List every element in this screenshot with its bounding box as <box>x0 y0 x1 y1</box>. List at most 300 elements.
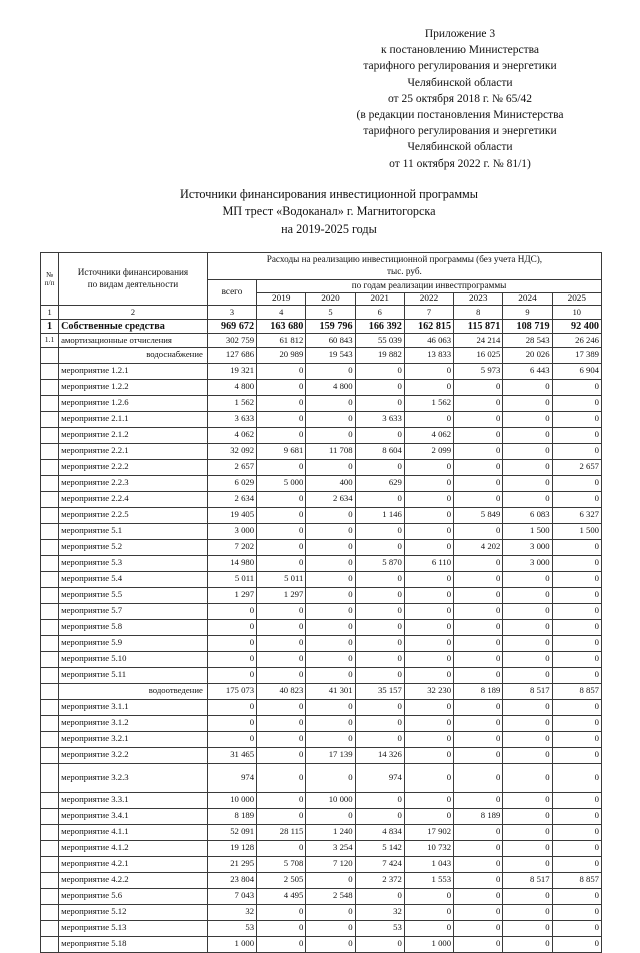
row-year-cell: 0 <box>503 715 552 731</box>
row-year-cell: 0 <box>257 731 306 747</box>
row-year-cell: 0 <box>306 427 355 443</box>
row-year-cell: 8 189 <box>454 808 503 824</box>
row-year-cell: 5 973 <box>454 363 503 379</box>
row-number-cell <box>41 824 59 840</box>
row-year-cell: 1 500 <box>503 523 552 539</box>
table-row <box>41 347 602 363</box>
row-year-cell: 0 <box>257 699 306 715</box>
row-label-cell: мероприятие 5.6 <box>59 888 208 904</box>
row-year-cell: 0 <box>306 731 355 747</box>
colnum-3: 3 <box>207 305 256 319</box>
row-year-cell: 61 812 <box>257 333 306 347</box>
row-year-cell: 0 <box>552 379 601 395</box>
row-year-cell: 0 <box>306 539 355 555</box>
row-year-cell: 0 <box>503 808 552 824</box>
table-row <box>41 395 602 411</box>
row-year-cell: 0 <box>503 936 552 952</box>
row-total-cell: 7 202 <box>207 539 256 555</box>
colnum-10: 10 <box>552 305 601 319</box>
row-total-cell: 53 <box>207 920 256 936</box>
row-year-cell: 0 <box>552 731 601 747</box>
row-label-cell: мероприятие 1.2.1 <box>59 363 208 379</box>
row-year-cell: 0 <box>306 715 355 731</box>
row-year-cell: 0 <box>503 475 552 491</box>
row-year-cell: 400 <box>306 475 355 491</box>
row-year-cell: 162 815 <box>404 319 453 333</box>
row-number-cell <box>41 667 59 683</box>
table-row <box>41 651 602 667</box>
row-number-cell <box>41 635 59 651</box>
table-row <box>41 603 602 619</box>
row-total-cell: 0 <box>207 731 256 747</box>
row-year-cell: 0 <box>552 427 601 443</box>
colnum-7: 7 <box>404 305 453 319</box>
row-year-cell: 0 <box>454 904 503 920</box>
row-year-cell: 0 <box>503 824 552 840</box>
row-label-cell: мероприятие 5.12 <box>59 904 208 920</box>
row-year-cell: 5 011 <box>257 571 306 587</box>
colnum-5: 5 <box>306 305 355 319</box>
row-year-cell: 8 604 <box>355 443 404 459</box>
table-row <box>41 523 602 539</box>
row-year-cell: 0 <box>454 888 503 904</box>
header-expenses-line2: тыс. руб. <box>387 265 422 276</box>
row-year-cell: 0 <box>454 523 503 539</box>
row-label-cell: мероприятие 4.2.1 <box>59 856 208 872</box>
row-year-cell: 0 <box>306 411 355 427</box>
row-year-cell: 0 <box>503 619 552 635</box>
row-year-cell: 6 083 <box>503 507 552 523</box>
row-total-cell: 1 000 <box>207 936 256 952</box>
row-year-cell: 8 189 <box>454 683 503 699</box>
header-year-2022: 2022 <box>404 292 453 305</box>
row-year-cell: 0 <box>257 667 306 683</box>
row-year-cell: 1 000 <box>404 936 453 952</box>
row-year-cell: 8 857 <box>552 683 601 699</box>
row-total-cell: 175 073 <box>207 683 256 699</box>
row-year-cell: 0 <box>306 920 355 936</box>
row-year-cell: 0 <box>257 936 306 952</box>
row-year-cell: 0 <box>355 715 404 731</box>
row-label-cell: мероприятие 5.8 <box>59 619 208 635</box>
row-total-cell: 4 800 <box>207 379 256 395</box>
row-year-cell: 0 <box>306 507 355 523</box>
row-year-cell: 0 <box>503 731 552 747</box>
row-year-cell: 0 <box>454 651 503 667</box>
row-year-cell: 0 <box>454 920 503 936</box>
header-np-line2: п/п <box>44 277 55 287</box>
row-year-cell: 0 <box>503 699 552 715</box>
row-label-cell: водоотведение <box>59 683 208 699</box>
row-year-cell: 41 301 <box>306 683 355 699</box>
row-year-cell: 0 <box>355 587 404 603</box>
row-label-cell: мероприятие 5.4 <box>59 571 208 587</box>
row-year-cell: 0 <box>355 539 404 555</box>
row-year-cell: 6 904 <box>552 363 601 379</box>
row-number-cell <box>41 763 59 792</box>
row-year-cell: 40 823 <box>257 683 306 699</box>
row-year-cell: 0 <box>552 587 601 603</box>
row-label-cell: мероприятие 5.10 <box>59 651 208 667</box>
row-year-cell: 1 297 <box>257 587 306 603</box>
row-year-cell: 10 000 <box>306 792 355 808</box>
row-year-cell: 0 <box>355 667 404 683</box>
row-year-cell: 0 <box>355 603 404 619</box>
header-line-5: от 25 октября 2018 г. № 65/42 <box>387 92 533 105</box>
row-year-cell: 10 732 <box>404 840 453 856</box>
row-year-cell: 0 <box>257 603 306 619</box>
row-total-cell: 974 <box>207 763 256 792</box>
row-year-cell: 0 <box>306 763 355 792</box>
row-year-cell: 0 <box>454 395 503 411</box>
row-label-cell: мероприятие 5.13 <box>59 920 208 936</box>
row-number-cell <box>41 808 59 824</box>
row-year-cell: 0 <box>355 523 404 539</box>
header-expenses-line1: Расходы на реализацию инвестиционной программы (без учета НДС), <box>266 254 543 264</box>
row-year-cell: 0 <box>552 904 601 920</box>
row-year-cell: 6 110 <box>404 555 453 571</box>
row-year-cell: 0 <box>355 619 404 635</box>
row-year-cell: 0 <box>404 507 453 523</box>
row-year-cell: 14 326 <box>355 747 404 763</box>
row-number-cell <box>41 840 59 856</box>
row-label-cell: мероприятие 3.2.3 <box>59 763 208 792</box>
row-year-cell: 0 <box>454 856 503 872</box>
row-year-cell: 0 <box>257 763 306 792</box>
row-year-cell: 0 <box>503 856 552 872</box>
row-number-cell <box>41 619 59 635</box>
row-year-cell: 5 000 <box>257 475 306 491</box>
row-label-cell: мероприятие 2.2.2 <box>59 459 208 475</box>
row-label-cell: мероприятие 2.1.2 <box>59 427 208 443</box>
row-year-cell: 0 <box>404 792 453 808</box>
row-year-cell: 0 <box>257 651 306 667</box>
row-label-cell: мероприятие 2.2.3 <box>59 475 208 491</box>
row-year-cell: 0 <box>503 395 552 411</box>
row-label-cell: амортизационные отчисления <box>59 333 208 347</box>
table-row <box>41 808 602 824</box>
row-year-cell: 0 <box>454 491 503 507</box>
row-number-cell <box>41 651 59 667</box>
row-year-cell: 0 <box>404 459 453 475</box>
row-year-cell: 5 708 <box>257 856 306 872</box>
row-number-cell <box>41 792 59 808</box>
row-year-cell: 2 657 <box>552 459 601 475</box>
row-year-cell: 0 <box>404 363 453 379</box>
row-year-cell: 0 <box>404 571 453 587</box>
row-total-cell: 32 <box>207 904 256 920</box>
row-year-cell: 3 254 <box>306 840 355 856</box>
row-year-cell: 0 <box>257 635 306 651</box>
row-year-cell: 0 <box>454 571 503 587</box>
row-year-cell: 0 <box>355 792 404 808</box>
header-expenses <box>207 253 601 280</box>
row-year-cell: 0 <box>355 651 404 667</box>
row-year-cell: 9 681 <box>257 443 306 459</box>
row-year-cell: 0 <box>404 635 453 651</box>
row-number-cell <box>41 904 59 920</box>
row-total-cell: 21 295 <box>207 856 256 872</box>
row-year-cell: 0 <box>355 635 404 651</box>
row-total-cell: 127 686 <box>207 347 256 363</box>
header-year-2019: 2019 <box>257 292 306 305</box>
row-year-cell: 0 <box>306 904 355 920</box>
row-number-cell <box>41 507 59 523</box>
row-year-cell: 0 <box>257 808 306 824</box>
row-year-cell: 0 <box>454 411 503 427</box>
row-year-cell: 0 <box>306 872 355 888</box>
row-year-cell: 0 <box>257 747 306 763</box>
row-year-cell: 3 000 <box>503 539 552 555</box>
row-year-cell: 0 <box>404 920 453 936</box>
row-year-cell: 0 <box>454 824 503 840</box>
header-by-years: по годам реализации инвестпрограммы <box>257 279 602 292</box>
colnum-6: 6 <box>355 305 404 319</box>
row-year-cell: 32 <box>355 904 404 920</box>
row-year-cell: 8 517 <box>503 872 552 888</box>
row-year-cell: 0 <box>404 731 453 747</box>
row-year-cell: 0 <box>257 904 306 920</box>
row-year-cell: 0 <box>503 427 552 443</box>
table-row <box>41 459 602 475</box>
row-total-cell: 1 297 <box>207 587 256 603</box>
header-sources-line1: Источники финансирования <box>77 267 189 278</box>
row-year-cell: 92 400 <box>552 319 601 333</box>
row-label-cell: мероприятие 5.1 <box>59 523 208 539</box>
row-year-cell: 0 <box>454 475 503 491</box>
header-line-4: Челябинской области <box>407 76 513 89</box>
row-year-cell: 974 <box>355 763 404 792</box>
table-row <box>41 936 602 952</box>
row-year-cell: 0 <box>552 475 601 491</box>
row-year-cell: 0 <box>503 763 552 792</box>
row-year-cell: 0 <box>306 459 355 475</box>
row-number-cell <box>41 936 59 952</box>
row-year-cell: 8 857 <box>552 872 601 888</box>
header-line-9: от 11 октября 2022 г. № 81/1) <box>389 157 531 170</box>
row-year-cell: 5 142 <box>355 840 404 856</box>
row-year-cell: 0 <box>404 523 453 539</box>
table-row <box>41 427 602 443</box>
row-year-cell: 0 <box>404 491 453 507</box>
row-year-cell: 2 099 <box>404 443 453 459</box>
table-row <box>41 475 602 491</box>
table-head <box>41 253 602 320</box>
row-year-cell: 0 <box>503 491 552 507</box>
row-year-cell: 0 <box>552 555 601 571</box>
table-row <box>41 507 602 523</box>
row-year-cell: 0 <box>503 667 552 683</box>
row-year-cell: 4 062 <box>404 427 453 443</box>
row-label-cell: мероприятие 5.7 <box>59 603 208 619</box>
row-year-cell: 0 <box>404 808 453 824</box>
row-label-cell: мероприятие 2.2.1 <box>59 443 208 459</box>
table-row <box>41 571 602 587</box>
row-number-cell <box>41 491 59 507</box>
row-label-cell: мероприятие 5.9 <box>59 635 208 651</box>
row-year-cell: 166 392 <box>355 319 404 333</box>
row-year-cell: 0 <box>552 824 601 840</box>
row-label-cell: мероприятие 3.2.1 <box>59 731 208 747</box>
row-year-cell: 0 <box>454 459 503 475</box>
row-total-cell: 7 043 <box>207 888 256 904</box>
row-year-cell: 53 <box>355 920 404 936</box>
row-year-cell: 0 <box>454 443 503 459</box>
title-line-2: МП трест «Водоканал» г. Магнитогорска <box>222 204 436 219</box>
header-year-2024: 2024 <box>503 292 552 305</box>
row-year-cell: 0 <box>306 523 355 539</box>
row-year-cell: 7 120 <box>306 856 355 872</box>
header-year-2020: 2020 <box>306 292 355 305</box>
row-year-cell: 0 <box>306 651 355 667</box>
row-year-cell: 7 424 <box>355 856 404 872</box>
row-number-cell <box>41 347 59 363</box>
table-row <box>41 699 602 715</box>
row-year-cell: 0 <box>404 763 453 792</box>
row-year-cell: 0 <box>306 603 355 619</box>
row-year-cell: 28 115 <box>257 824 306 840</box>
row-year-cell: 0 <box>257 411 306 427</box>
row-year-cell: 60 843 <box>306 333 355 347</box>
row-year-cell: 0 <box>306 555 355 571</box>
row-year-cell: 0 <box>404 904 453 920</box>
table-row <box>41 539 602 555</box>
row-number-cell <box>41 411 59 427</box>
header-line-6: (в редакции постановления Министерства <box>356 109 564 122</box>
colnum-8: 8 <box>454 305 503 319</box>
row-year-cell: 0 <box>355 888 404 904</box>
row-total-cell: 31 465 <box>207 747 256 763</box>
row-year-cell: 0 <box>503 888 552 904</box>
row-label-cell: мероприятие 1.2.6 <box>59 395 208 411</box>
row-number-cell <box>41 587 59 603</box>
table-row <box>41 635 602 651</box>
row-number-cell <box>41 571 59 587</box>
row-year-cell: 0 <box>404 475 453 491</box>
financing-sources-table-wrap <box>40 252 602 953</box>
row-year-cell: 0 <box>552 715 601 731</box>
row-year-cell: 17 902 <box>404 824 453 840</box>
row-year-cell: 0 <box>355 427 404 443</box>
row-year-cell: 0 <box>355 936 404 952</box>
row-total-cell: 0 <box>207 667 256 683</box>
row-year-cell: 108 719 <box>503 319 552 333</box>
table-row <box>41 619 602 635</box>
financing-sources-table <box>40 252 602 953</box>
header-year-2021: 2021 <box>355 292 404 305</box>
row-year-cell: 0 <box>552 936 601 952</box>
row-label-cell: мероприятие 4.2.2 <box>59 872 208 888</box>
row-year-cell: 5 849 <box>454 507 503 523</box>
header-sources <box>59 253 208 306</box>
row-year-cell: 19 543 <box>306 347 355 363</box>
row-year-cell: 0 <box>552 539 601 555</box>
row-number-cell <box>41 888 59 904</box>
row-total-cell: 302 759 <box>207 333 256 347</box>
row-year-cell: 0 <box>552 792 601 808</box>
row-year-cell: 0 <box>552 443 601 459</box>
header-np-line1: № <box>46 270 54 280</box>
row-year-cell: 0 <box>355 395 404 411</box>
table-row <box>41 411 602 427</box>
row-year-cell: 0 <box>552 619 601 635</box>
row-total-cell: 0 <box>207 715 256 731</box>
title-line-3: на 2019-2025 годы <box>281 221 377 236</box>
row-label-cell: мероприятие 5.3 <box>59 555 208 571</box>
row-year-cell: 6 327 <box>552 507 601 523</box>
row-year-cell: 0 <box>355 731 404 747</box>
header-line-8: Челябинской области <box>407 141 513 154</box>
row-year-cell: 4 834 <box>355 824 404 840</box>
row-number-cell <box>41 856 59 872</box>
row-label-cell: мероприятие 2.2.4 <box>59 491 208 507</box>
row-total-cell: 19 405 <box>207 507 256 523</box>
row-year-cell: 0 <box>454 840 503 856</box>
row-year-cell: 0 <box>454 667 503 683</box>
row-total-cell: 969 672 <box>207 319 256 333</box>
row-year-cell: 0 <box>552 856 601 872</box>
row-number-cell: 1 <box>41 319 59 333</box>
row-number-cell <box>41 427 59 443</box>
row-year-cell: 0 <box>454 427 503 443</box>
table-row <box>41 587 602 603</box>
row-total-cell: 4 062 <box>207 427 256 443</box>
row-year-cell: 0 <box>257 619 306 635</box>
row-year-cell: 1 562 <box>404 395 453 411</box>
row-year-cell: 8 517 <box>503 683 552 699</box>
row-year-cell: 46 063 <box>404 333 453 347</box>
row-number-cell <box>41 603 59 619</box>
row-year-cell: 1 500 <box>552 523 601 539</box>
colnum-4: 4 <box>257 305 306 319</box>
row-year-cell: 0 <box>503 459 552 475</box>
row-year-cell: 17 139 <box>306 747 355 763</box>
row-year-cell: 4 202 <box>454 539 503 555</box>
row-year-cell: 0 <box>306 395 355 411</box>
row-year-cell: 0 <box>503 747 552 763</box>
header-sources-line2: по видам деятельности <box>87 278 179 289</box>
header-total-column: всего <box>207 279 256 305</box>
row-year-cell: 0 <box>552 491 601 507</box>
row-label-cell: мероприятие 4.1.1 <box>59 824 208 840</box>
row-year-cell: 0 <box>306 936 355 952</box>
row-year-cell: 0 <box>454 619 503 635</box>
row-year-cell: 0 <box>404 603 453 619</box>
row-year-cell: 0 <box>503 635 552 651</box>
row-year-cell: 0 <box>454 936 503 952</box>
colnum-2: 2 <box>59 305 208 319</box>
colnum-1: 1 <box>41 305 59 319</box>
row-year-cell: 35 157 <box>355 683 404 699</box>
row-year-cell: 0 <box>257 379 306 395</box>
row-year-cell: 13 833 <box>404 347 453 363</box>
row-year-cell: 0 <box>454 747 503 763</box>
row-year-cell: 0 <box>306 667 355 683</box>
row-year-cell: 0 <box>306 699 355 715</box>
table-row <box>41 920 602 936</box>
row-label-cell: мероприятие 5.11 <box>59 667 208 683</box>
table-row <box>41 824 602 840</box>
row-year-cell: 0 <box>257 840 306 856</box>
title-line-1: Источники финансирования инвестиционной программы <box>180 186 478 201</box>
row-year-cell: 0 <box>404 619 453 635</box>
row-year-cell: 0 <box>257 507 306 523</box>
row-year-cell: 0 <box>257 920 306 936</box>
row-year-cell: 0 <box>454 635 503 651</box>
row-year-cell: 0 <box>503 411 552 427</box>
header-year-2023: 2023 <box>454 292 503 305</box>
row-year-cell: 0 <box>404 379 453 395</box>
